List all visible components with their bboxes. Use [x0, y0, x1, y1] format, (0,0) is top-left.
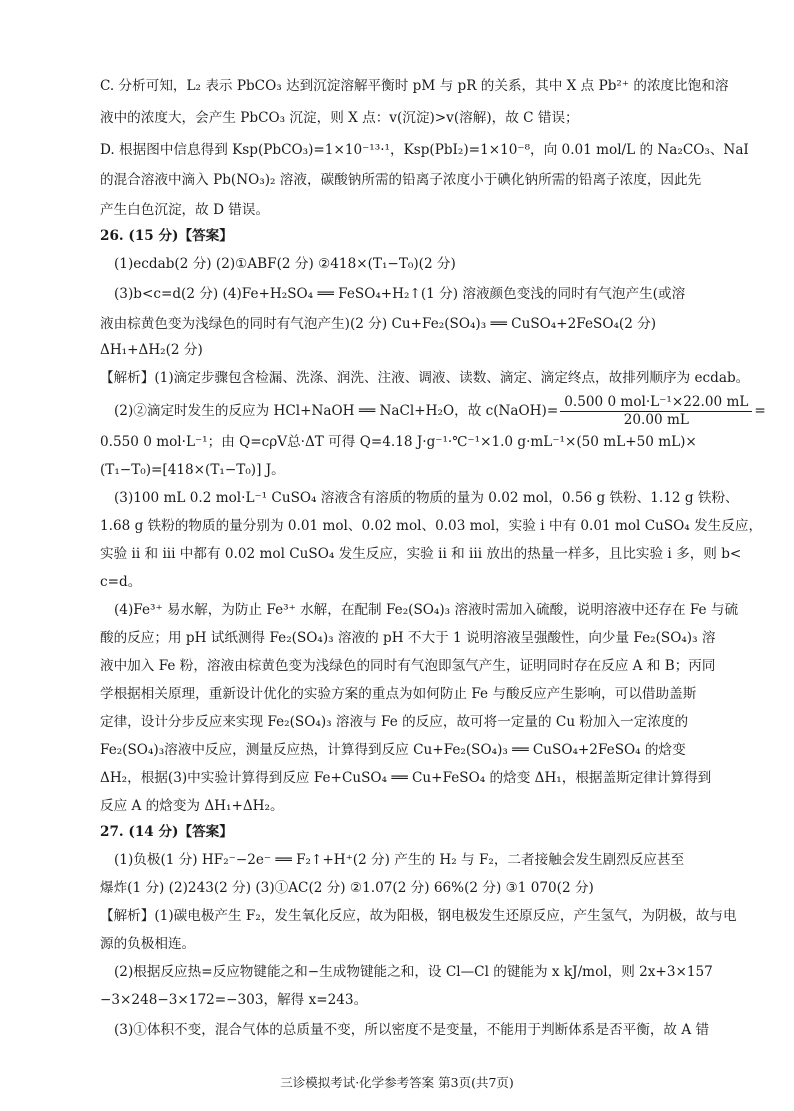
text-line: Fe₂(SO₄)₃溶液中反应，测量反应热，计算得到反应 Cu+Fe₂(SO₄)₃ ══ CuSO₄+2FeSO₄ 的焓变	[100, 742, 686, 758]
formula-prefix: (2)②滴定时发生的反应为 HCl+NaOH ══ NaCl+H₂O，故 c(NaOH)=	[114, 403, 559, 419]
fraction-line	[114, 393, 766, 429]
text-line: ΔH₁+ΔH₂(2 分)	[100, 342, 203, 358]
text-line: 实验 ii 和 iii 中都有 0.02 mol CuSO₄ 发生反应，实验 ii 和 iii 放出的热量一样多，且比实验 i 多，则 b<	[100, 546, 742, 562]
text-line: D. 根据图中信息得到 Ksp(PbCO₃)=1×10⁻¹³·¹，Ksp(PbI₂)=1×10⁻⁸，向 0.01 mol/L 的 Na₂CO₃、NaI	[100, 142, 749, 158]
text-line: 的混合溶液中滴入 Pb(NO₃)₂ 溶液，碳酸钠所需的铅离子浓度小于碘化钠所需的铅离子浓度，因此先	[100, 172, 702, 188]
text-line: 反应 A 的焓变为 ΔH₁+ΔH₂。	[100, 798, 284, 814]
text-line: 源的负极相连。	[100, 936, 196, 952]
text-line: −3×248−3×172=−303，解得 x=243。	[100, 992, 368, 1008]
text-line: c=d。	[100, 574, 142, 590]
fraction-numerator: 0.500 0 mol·L⁻¹×22.00 mL	[560, 394, 752, 412]
analysis-line: 【解析】(1)滴定步骤包含检漏、洗涤、润洗、注液、调液、读数、滴定、滴定终点，故排列顺序为 ecdab。	[100, 370, 750, 386]
text-line: 产生白色沉淀，故 D 错误。	[100, 202, 270, 218]
text-line: (1)负极(1 分) HF₂⁻−2e⁻ ══ F₂↑+H⁺(2 分) 产生的 H₂ 与 F₂，二者接触会发生剧烈反应甚至	[114, 852, 685, 868]
analysis-line: 【解析】(1)碳电极产生 F₂，发生氧化反应，故为阳极，钢电极发生还原反应，产生氢气，为阴极，故与电	[100, 908, 737, 924]
text-line: (3)100 mL 0.2 mol·L⁻¹ CuSO₄ 溶液含有溶质的物质的量为 0.02 mol，0.56 g 铁粉、1.12 g 铁粉、	[114, 490, 739, 506]
text-line: ΔH₂，根据(3)中实验计算得到反应 Fe+CuSO₄ ══ Cu+FeSO₄ 的焓变 ΔH₁，根据盖斯定律计算得到	[100, 770, 712, 786]
text-line: 0.550 0 mol·L⁻¹；由 Q=cρV总·ΔT 可得 Q=4.18 J·g⁻¹·℃⁻¹×1.0 g·mL⁻¹×(50 mL+50 mL)×	[100, 434, 697, 450]
text-line: (T₁−T₀)=[418×(T₁−T₀)] J。	[100, 462, 285, 478]
text-line: 1.68 g 铁粉的物质的量分别为 0.01 mol、0.02 mol、0.03 mol，实验 i 中有 0.01 mol CuSO₄ 发生反应，	[100, 518, 763, 534]
text-line: (3)①体积不变，混合气体的总质量不变，所以密度不是变量，不能用于判断体系是否平衡，故 A 错	[114, 1022, 710, 1038]
text-line: 定律，设计分步反应来实现 Fe₂(SO₄)₃ 溶液与 Fe 的反应，故可将一定量的 Cu 粉加入一定浓度的	[100, 714, 689, 730]
formula-suffix: =	[754, 403, 766, 419]
text-line: C. 分析可知，L₂ 表示 PbCO₃ 达到沉淀溶解平衡时 pM 与 pR 的关系，其中 X 点 Pb²⁺ 的浓度比饱和溶	[100, 78, 729, 94]
text-line: 酸的反应；用 pH 试纸测得 Fe₂(SO₄)₃ 溶液的 pH 不大于 1 说明溶液呈强酸性，向少量 Fe₂(SO₄)₃ 溶	[100, 630, 716, 646]
question-27-heading: 27. (14 分)【答案】	[100, 824, 233, 840]
text-line: 液中的浓度大，会产生 PbCO₃ 沉淀，则 X 点：v(沉淀)>v(溶解)，故 C 错误；	[100, 110, 579, 126]
text-line: 液由棕黄色变为浅绿色的同时有气泡产生)(2 分) Cu+Fe₂(SO₄)₃ ══ CuSO₄+2FeSO₄(2 分)	[100, 316, 657, 332]
text-line: (1)ecdab(2 分) (2)①ABF(2 分) ②418×(T₁−T₀)(2 分)	[114, 256, 456, 272]
fraction-denominator: 20.00 mL	[623, 412, 689, 428]
question-26-heading: 26. (15 分)【答案】	[100, 228, 233, 244]
text-line: (2)根据反应热=反应物键能之和−生成物键能之和，设 Cl—Cl 的键能为 x kJ/mol，则 2x+3×157	[114, 964, 713, 980]
page-footer: 三诊模拟考试·化学参考答案 第3页(共7页)	[280, 1075, 514, 1090]
text-line: 爆炸(1 分) (2)243(2 分) (3)①AC(2 分) ②1.07(2 分) 66%(2 分) ③1 070(2 分)	[100, 880, 594, 896]
text-line: 学根据相关原理，重新设计优化的实验方案的重点为如何防止 Fe 与酸反应产生影响，可以借助盖斯	[100, 686, 697, 702]
fraction	[560, 394, 752, 429]
text-line: (4)Fe³⁺ 易水解，为防止 Fe³⁺ 水解，在配制 Fe₂(SO₄)₃ 溶液时需加入硫酸，说明溶液中还存在 Fe 与硫	[114, 602, 739, 618]
text-line: (3)b<c=d(2 分) (4)Fe+H₂SO₄ ══ FeSO₄+H₂↑(1 分) 溶液颜色变浅的同时有气泡产生(或溶	[114, 286, 686, 302]
text-line: 液中加入 Fe 粉，溶液由棕黄色变为浅绿色的同时有气泡即氢气产生，证明同时存在反应 A 和 B；丙同	[100, 658, 716, 674]
